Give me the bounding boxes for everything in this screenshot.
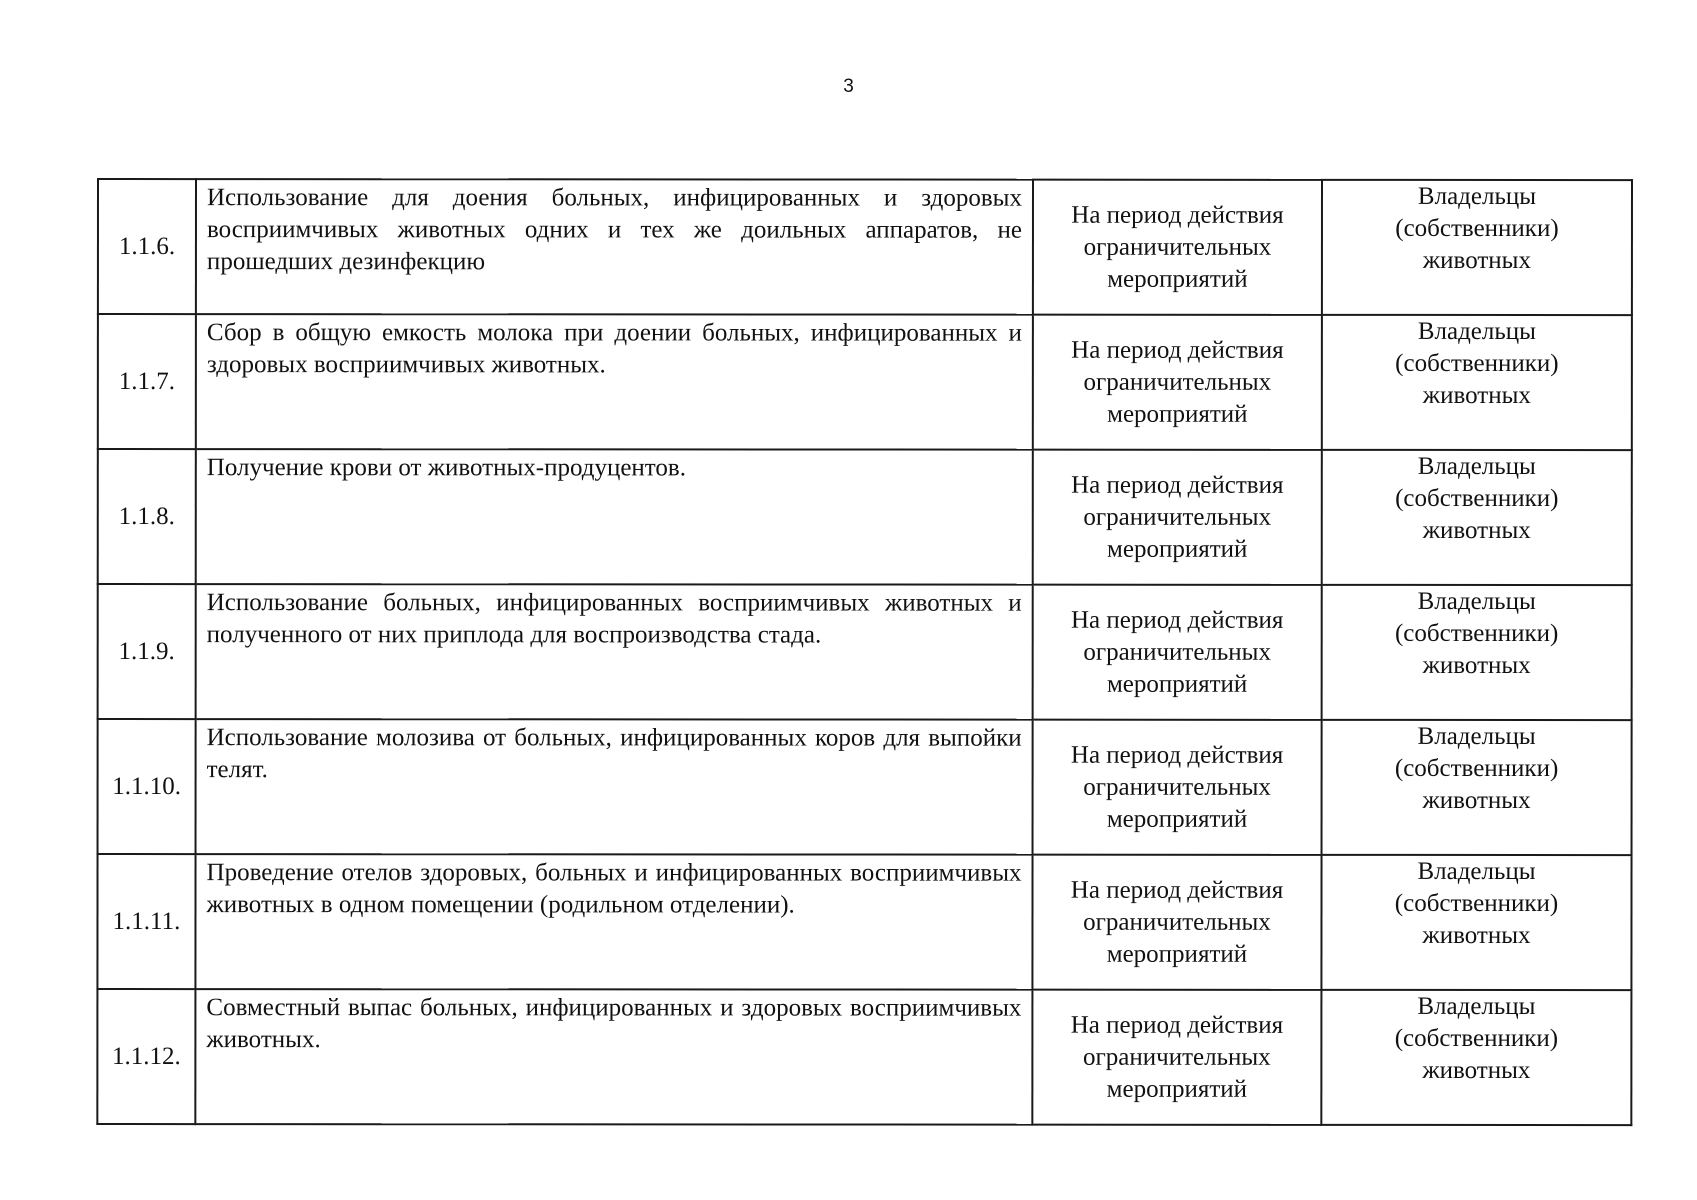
period-line: ограничительных bbox=[1083, 1043, 1271, 1071]
responsible-line: (собственники) bbox=[1395, 349, 1559, 378]
row-responsible bbox=[1322, 315, 1632, 450]
period-line: мероприятий bbox=[1107, 400, 1248, 428]
row-responsible bbox=[1322, 585, 1632, 720]
row-number: 1.1.6. bbox=[98, 179, 196, 314]
table-row bbox=[98, 719, 1632, 855]
row-period bbox=[1032, 990, 1321, 1125]
row-number: 1.1.7. bbox=[98, 314, 196, 449]
period-line: На период действия bbox=[1070, 741, 1284, 769]
period-line: мероприятий bbox=[1107, 535, 1248, 563]
period-line: На период действия bbox=[1070, 876, 1284, 904]
row-number: 1.1.10. bbox=[98, 719, 196, 854]
responsible-line: животных bbox=[1422, 786, 1531, 815]
table-row bbox=[98, 179, 1632, 315]
responsible-line: Владельцы bbox=[1417, 452, 1536, 481]
row-responsible bbox=[1321, 990, 1631, 1125]
period-line: мероприятий bbox=[1106, 805, 1248, 833]
responsible-line: Владельцы bbox=[1417, 587, 1536, 616]
table-row bbox=[97, 854, 1631, 990]
row-period bbox=[1032, 855, 1321, 990]
row-responsible bbox=[1322, 450, 1632, 585]
row-number: 1.1.9. bbox=[98, 584, 196, 719]
period-line: мероприятий bbox=[1106, 670, 1248, 698]
responsible-line: (собственники) bbox=[1394, 619, 1559, 648]
period-line: мероприятий bbox=[1106, 940, 1248, 968]
responsible-line: животных bbox=[1422, 651, 1531, 680]
table-row bbox=[98, 449, 1632, 585]
responsible-line: Владельцы bbox=[1417, 857, 1536, 886]
responsible-line: (собственники) bbox=[1394, 889, 1559, 918]
row-number: 1.1.11. bbox=[97, 854, 195, 989]
period-line: мероприятий bbox=[1107, 265, 1248, 293]
responsible-line: (собственники) bbox=[1394, 754, 1559, 783]
row-description: Использование молозива от больных, инфицированных коров для выпойки телят. bbox=[196, 719, 1033, 855]
period-line: ограничительных bbox=[1083, 368, 1272, 396]
responsible-line: Владельцы bbox=[1417, 992, 1536, 1021]
responsible-line: животных bbox=[1422, 381, 1531, 410]
period-line: мероприятий bbox=[1106, 1075, 1248, 1103]
table-row bbox=[97, 989, 1631, 1125]
row-description: Сбор в общую емкость молока при доении больных, инфицированных и здоровых восприимчивых животных. bbox=[196, 314, 1033, 450]
row-period bbox=[1033, 315, 1322, 450]
row-number: 1.1.8. bbox=[98, 449, 196, 584]
period-line: ограничительных bbox=[1083, 503, 1272, 531]
responsible-line: Владельцы bbox=[1417, 182, 1537, 211]
responsible-line: животных bbox=[1422, 246, 1531, 275]
period-line: ограничительных bbox=[1083, 908, 1271, 936]
period-line: ограничительных bbox=[1083, 233, 1272, 261]
period-line: На период действия bbox=[1071, 201, 1284, 229]
row-description: Совместный выпас больных, инфицированных и здоровых восприимчивых животных. bbox=[195, 989, 1032, 1125]
responsible-line: животных bbox=[1422, 516, 1531, 545]
period-line: На период действия bbox=[1070, 606, 1284, 634]
responsible-line: (собственники) bbox=[1395, 214, 1559, 243]
period-line: ограничительных bbox=[1083, 773, 1271, 801]
row-period bbox=[1033, 450, 1322, 585]
row-period bbox=[1033, 585, 1322, 720]
table-row bbox=[98, 314, 1632, 450]
row-description: Использование для доения больных, инфицированных и здоровых восприимчивых животных одних и тех же доильных аппаратов, не прошедших дезинфекцию bbox=[196, 179, 1033, 315]
row-period bbox=[1033, 720, 1322, 855]
responsible-line: Владельцы bbox=[1417, 317, 1536, 346]
responsible-line: животных bbox=[1422, 1056, 1531, 1085]
row-responsible bbox=[1322, 180, 1632, 315]
row-period bbox=[1033, 180, 1322, 315]
measures-table bbox=[96, 178, 1633, 1126]
row-number: 1.1.12. bbox=[97, 989, 195, 1124]
responsible-line: Владельцы bbox=[1417, 722, 1536, 751]
period-line: На период действия bbox=[1071, 471, 1284, 499]
row-description: Использование больных, инфицированных восприимчивых животных и полученного от них приплода для воспроизводства стада. bbox=[196, 584, 1033, 720]
responsible-line: (собственники) bbox=[1394, 1024, 1559, 1053]
row-responsible bbox=[1322, 720, 1632, 855]
period-line: На период действия bbox=[1071, 336, 1284, 364]
period-line: На период действия bbox=[1070, 1011, 1284, 1039]
responsible-line: (собственники) bbox=[1395, 484, 1559, 513]
period-line: ограничительных bbox=[1083, 638, 1271, 666]
table-row bbox=[98, 584, 1632, 720]
row-description: Получение крови от животных-продуцентов. bbox=[196, 449, 1033, 585]
row-description: Проведение отелов здоровых, больных и инфицированных восприимчивых животных в одном помещении (родильном отделении). bbox=[195, 854, 1032, 990]
page-number: 3 bbox=[843, 76, 854, 97]
responsible-line: животных bbox=[1422, 921, 1531, 950]
row-responsible bbox=[1321, 855, 1631, 990]
